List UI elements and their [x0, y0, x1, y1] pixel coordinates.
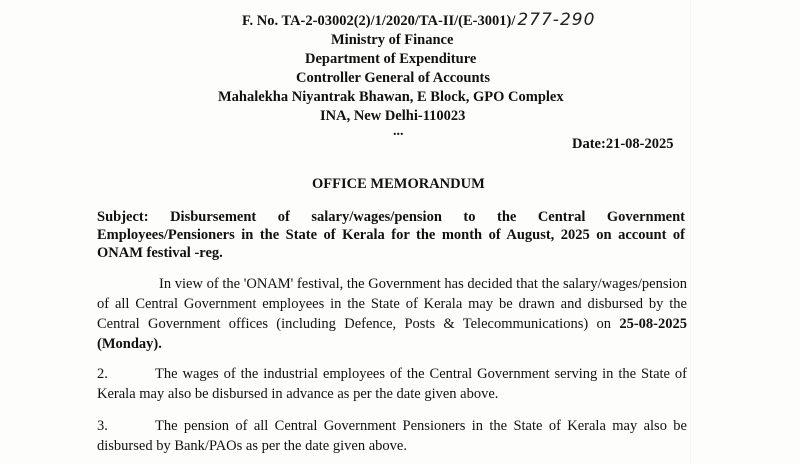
paragraph-3-number: 3. [97, 418, 108, 434]
memo-date: Date:21-08-2025 [572, 136, 674, 152]
subject-paragraph: Subject: Disbursement of salary/wages/pension to the Central Government Employees/Pensioners in the State of Kerala for the month of August, 2025 on account of ONAM festival -reg. [97, 209, 685, 261]
memo-title: OFFICE MEMORANDUM [312, 176, 485, 192]
file-number: F. No. TA-2-03002(2)/1/2020/TA-II/(E-3001)/ [242, 13, 516, 29]
handwritten-number: 277-290 [517, 10, 596, 30]
paragraph-2 [97, 364, 687, 404]
ministry-name: Ministry of Finance [331, 32, 454, 48]
address-line-1: Mahalekha Niyantrak Bhawan, E Block, GPO Complex [218, 89, 564, 105]
paragraph-2-text: The wages of the industrial employees of the Central Government serving in the State of Kerala may also be disbursed in advance as per the date given above. [97, 366, 687, 402]
address-line-2: INA, New Delhi-110023 [320, 108, 466, 124]
paragraph-3-text: The pension of all Central Government Pensioners in the State of Kerala may also be disbursed by Bank/PAOs as per the date given above. [97, 418, 687, 454]
paragraph-2-number: 2. [97, 366, 108, 382]
paragraph-1-text: In view of the 'ONAM' festival, the Government has decided that the salary/wages/pension of all Central Government employees in the State of Kerala may be drawn and disbursed by the Central Government offices (including Defence, Posts & Telecommunications) on [97, 276, 687, 332]
paragraph-3 [97, 416, 687, 456]
office-name: Controller General of Accounts [296, 70, 490, 86]
paper-fold [690, 0, 691, 464]
file-number-line [242, 10, 595, 30]
department-name: Department of Expenditure [305, 51, 477, 67]
paragraph-1 [97, 274, 687, 354]
paragraph-1-date: 25-08-2025 (Monday). [97, 316, 687, 352]
separator-ellipsis: ... [393, 124, 404, 139]
